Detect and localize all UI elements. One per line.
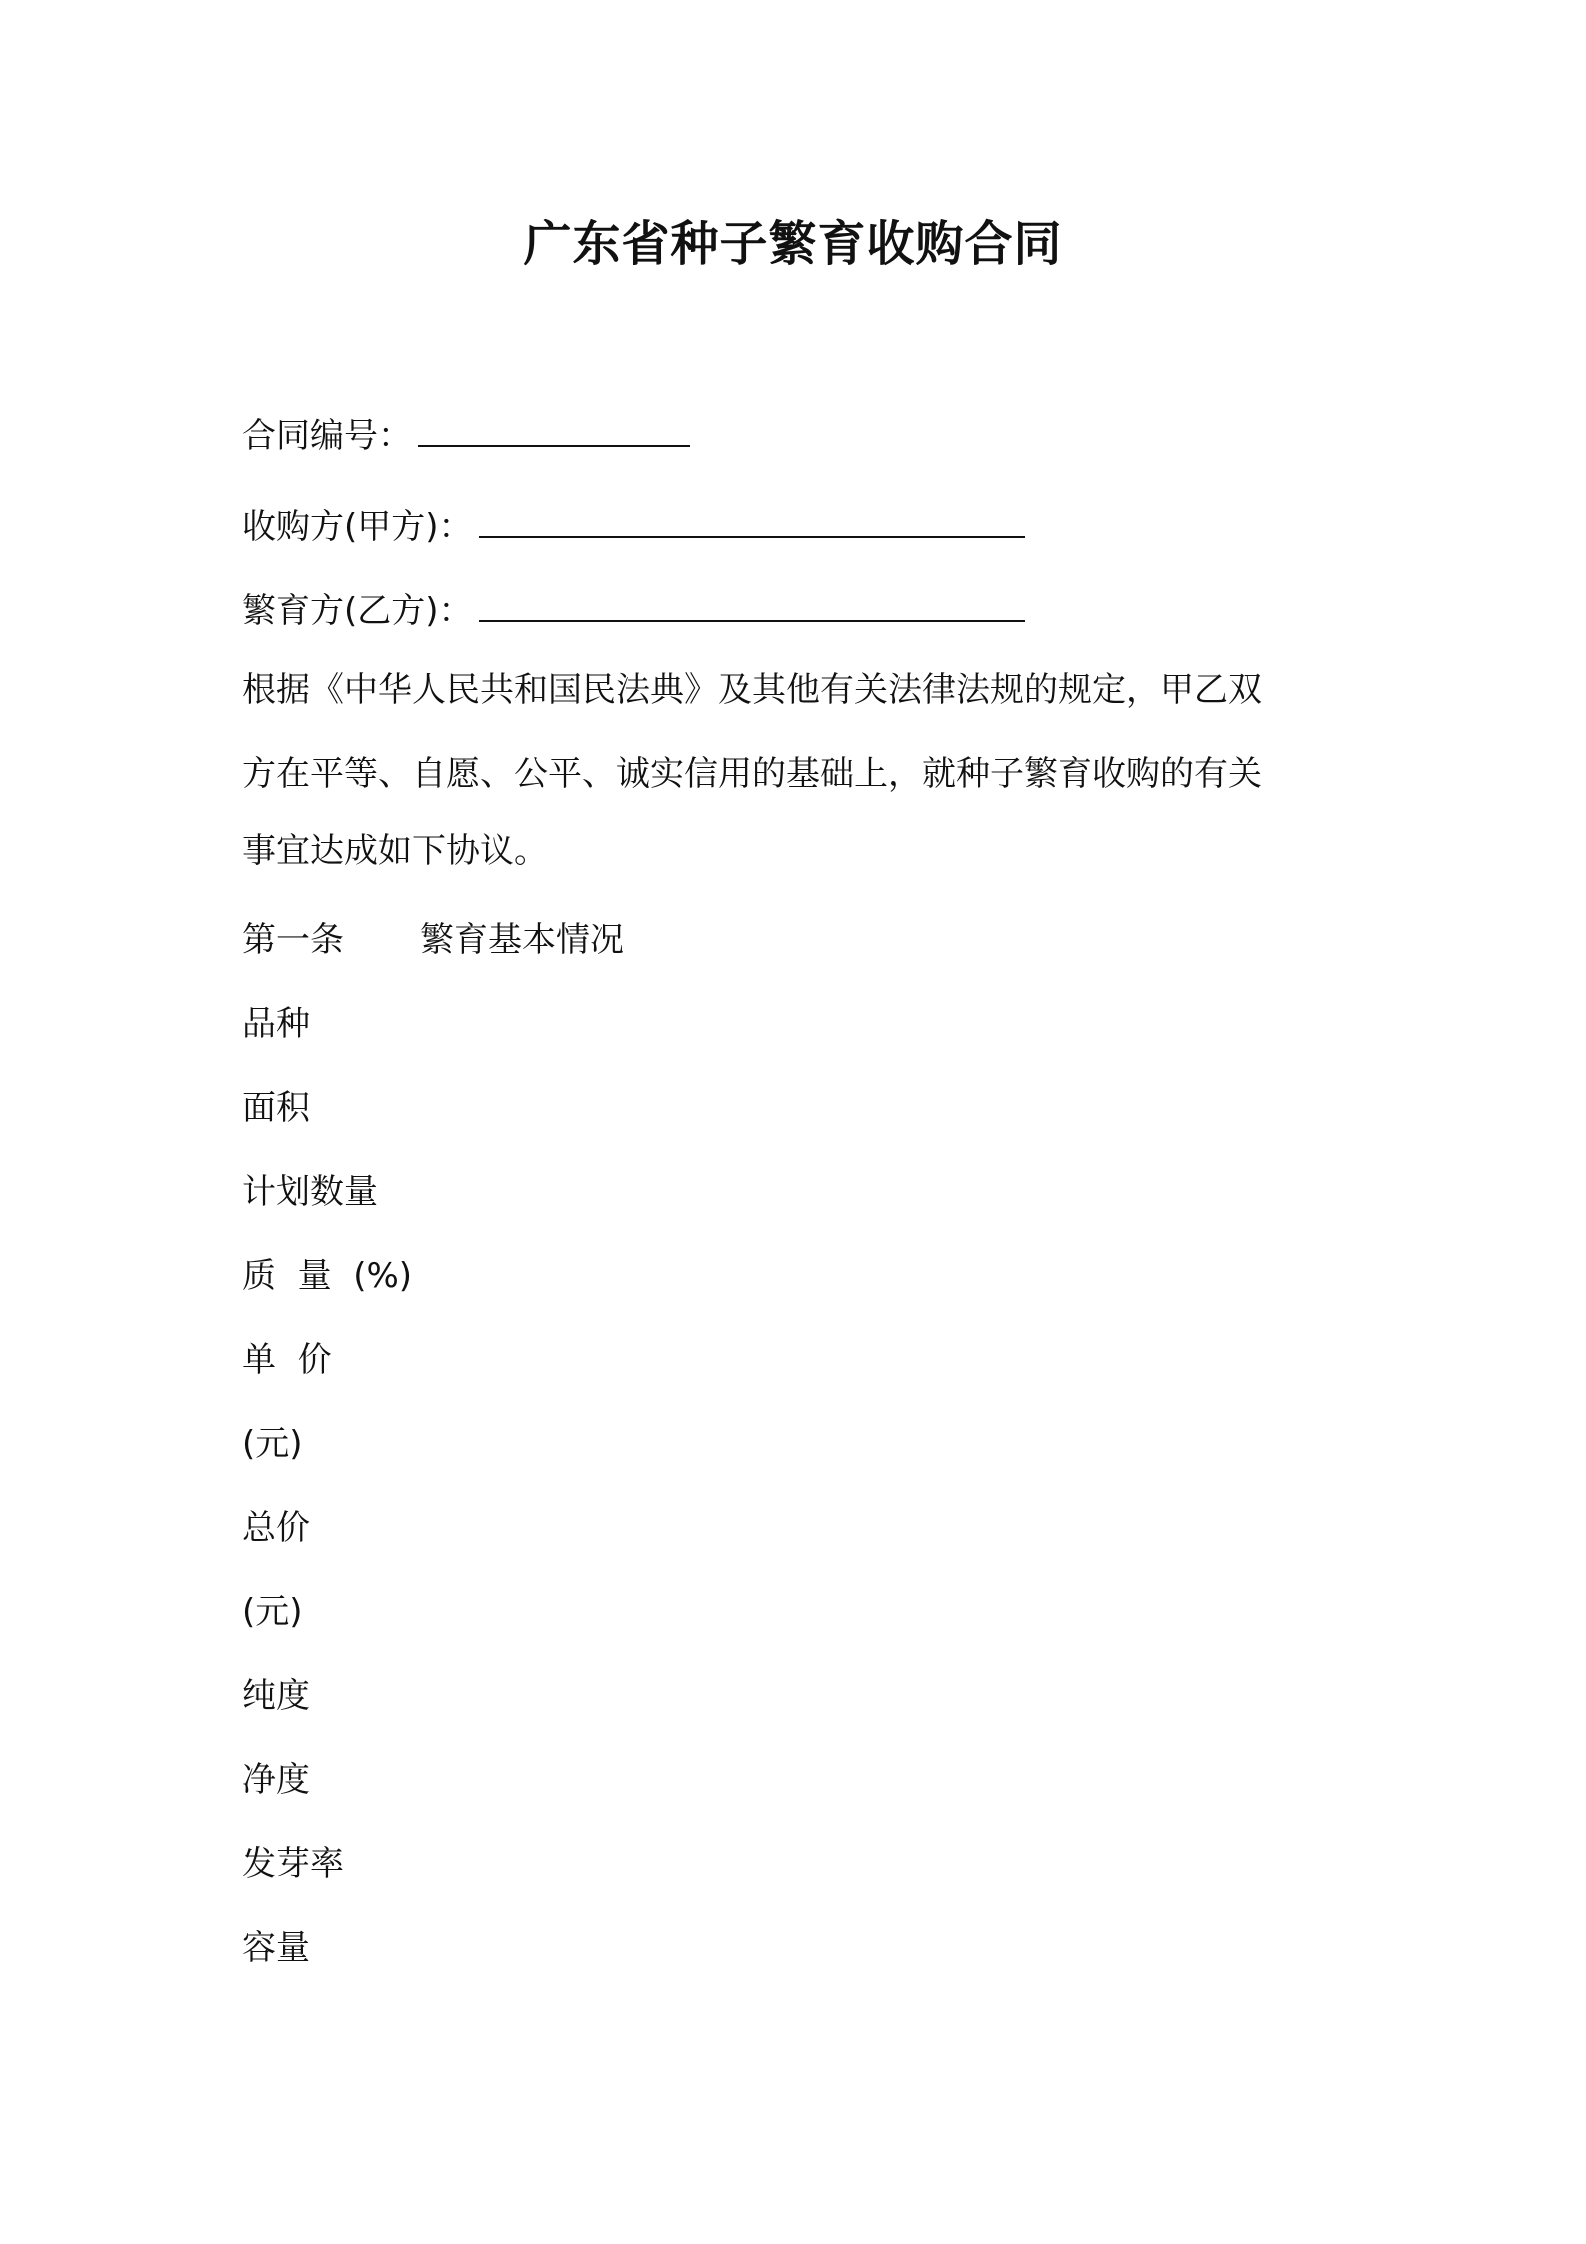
- contract-number-blank[interactable]: [418, 415, 690, 447]
- document-title: 广东省种子繁育收购合同: [523, 216, 1063, 272]
- item-area: 面积: [242, 1088, 310, 1128]
- item-variety: 品种: [242, 1004, 310, 1044]
- buyer-label: 收购方(甲方)：: [242, 507, 473, 547]
- contract-number-label: 合同编号：: [242, 416, 412, 456]
- item-purity: 纯度: [242, 1676, 310, 1716]
- item-unit-price: 单 价: [242, 1340, 332, 1380]
- item-germination-rate: 发芽率: [242, 1844, 344, 1884]
- buyer-line: [242, 503, 1025, 551]
- preamble-line: 事宜达成如下协议。: [242, 831, 548, 871]
- item-unit-price-currency: (元): [242, 1424, 303, 1464]
- buyer-blank[interactable]: [479, 506, 1025, 538]
- preamble-paragraph: [242, 648, 1362, 886]
- item-clarity: 净度: [242, 1760, 310, 1800]
- breeder-label: 繁育方(乙方)：: [242, 591, 473, 631]
- article-1-number: 第一条: [242, 920, 344, 960]
- article-1-heading: [242, 916, 624, 964]
- breeder-blank[interactable]: [479, 590, 1025, 622]
- contract-number-line: [242, 412, 690, 460]
- preamble-line: 根据《中华人民共和国民法典》及其他有关法律法规的规定，甲乙双: [242, 670, 1262, 710]
- preamble-line: 方在平等、自愿、公平、诚实信用的基础上，就种子繁育收购的有关: [242, 754, 1262, 794]
- breeder-line: [242, 587, 1025, 635]
- item-quality: 质 量 (%): [242, 1256, 413, 1296]
- item-capacity: 容量: [242, 1928, 310, 1968]
- item-total-price-currency: (元): [242, 1592, 303, 1632]
- item-planned-quantity: 计划数量: [242, 1172, 378, 1212]
- article-1-title: 繁育基本情况: [420, 920, 624, 960]
- item-total-price: 总价: [242, 1508, 310, 1548]
